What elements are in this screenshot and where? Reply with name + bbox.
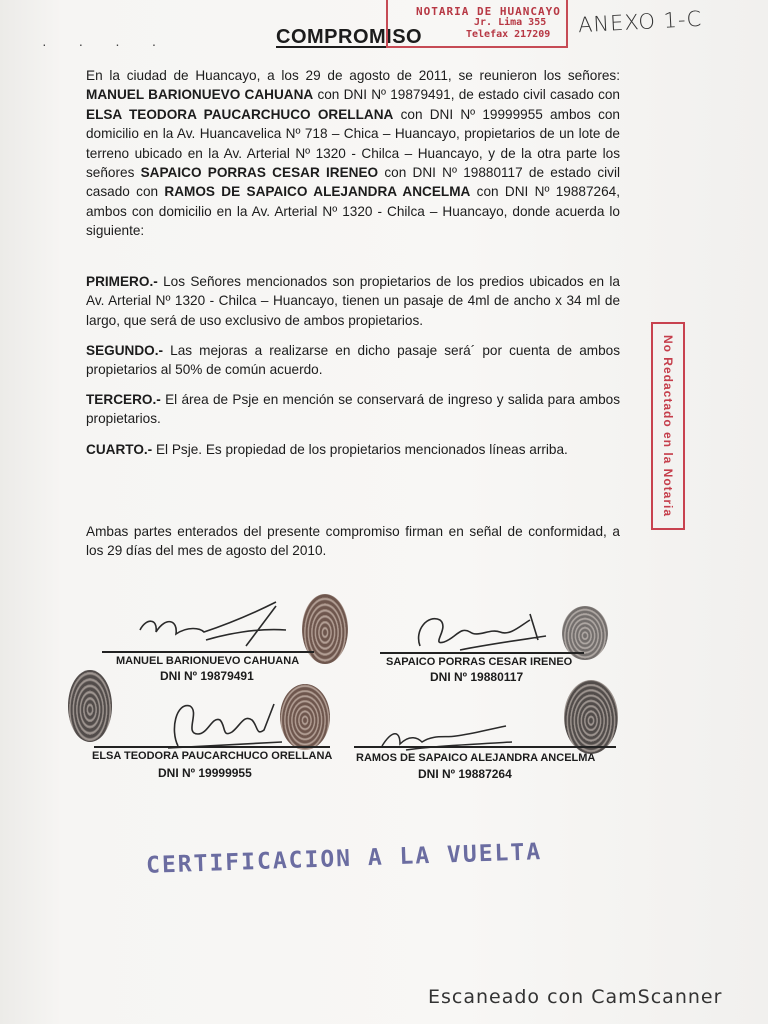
party-name-1: MANUEL BARIONUEVO CAHUANA — [86, 87, 314, 103]
signature-line-ramos — [354, 746, 616, 748]
intro-text-4: con DNI Nº 19880117 de estado civil casado con — [86, 165, 620, 200]
not-drafted-stamp — [651, 322, 685, 530]
signature-manuel — [126, 596, 296, 656]
clause-third — [86, 390, 620, 429]
clause-text: El Psje. Es propiedad de los propietarios mencionados líneas arriba. — [152, 442, 568, 457]
notary-stamp-line1: NOTARIA DE HUANCAYO — [416, 5, 561, 18]
signatory-name-sapaico: SAPAICO PORRAS CESAR IRENEO — [386, 656, 573, 668]
signature-line-manuel — [102, 651, 314, 653]
signatory-name-ramos: RAMOS DE SAPAICO ALEJANDRA ANCELMA — [356, 752, 596, 764]
fingerprint-elsa-left — [68, 670, 112, 742]
notary-stamp-line3: Telefax 217209 — [466, 29, 551, 40]
scan-specks: · · · · — [42, 36, 171, 52]
clause-text: Los Señores mencionados son propietarios de los predios ubicados en la Av. Arterial Nº 1320 - Chilca – Huancayo, tienen un pasaje de 4ml de ancho x 34 ml de largo, que será de uso exclusivo de ambos propietarios. — [86, 274, 620, 328]
closing-paragraph: Ambas partes enterados del presente compromiso firman en señal de conformidad, a los 29 días del mes de agosto del 2010. — [86, 524, 620, 559]
clause-text: Las mejoras a realizarse en dicho pasaje será´ por cuenta de ambos propietarios al 50% de común acuerdo. — [86, 343, 620, 378]
signatory-dni-manuel: DNI Nº 19879491 — [160, 669, 254, 683]
certification-stamp: CERTIFICACION A LA VUELTA — [145, 839, 543, 879]
signatory-name-manuel: MANUEL BARIONUEVO CAHUANA — [116, 655, 300, 667]
clause-text: El área de Psje en mención se conservará de ingreso y salida para ambos propietarios. — [86, 392, 620, 427]
clause-label: PRIMERO.- — [86, 274, 158, 289]
clause-label: TERCERO.- — [86, 392, 161, 407]
intro-text-2: con DNI Nº 19879491, de estado civil casado con — [313, 87, 620, 103]
annex-label: ANEXO 1-C — [577, 6, 703, 38]
signature-line-sapaico — [380, 652, 584, 654]
fingerprint-manuel — [302, 594, 348, 664]
signatory-dni-ramos: DNI Nº 19887264 — [418, 767, 512, 781]
intro-text-3: con DNI Nº 19999955 ambos con domicilio en la Av. Huancavelica Nº 718 – Chica – Huancayo, propietarios de un lote de terreno ubicado en la Av. Arterial Nº 1320 - Chilca – Huancayo, y de la otra parte los señores — [86, 106, 620, 181]
signature-line-elsa — [94, 746, 330, 748]
party-name-2: ELSA TEODORA PAUCARCHUCO ORELLANA — [86, 106, 394, 122]
clause-first — [86, 272, 620, 330]
fingerprint-ramos — [564, 680, 618, 754]
notary-stamp — [386, 0, 568, 48]
signatory-name-elsa: ELSA TEODORA PAUCARCHUCO ORELLANA — [92, 750, 333, 762]
notary-stamp-line2: Jr. Lima 355 — [474, 17, 547, 28]
signatory-dni-elsa: DNI Nº 19999955 — [158, 766, 252, 780]
party-name-4: RAMOS DE SAPAICO ALEJANDRA ANCELMA — [164, 184, 471, 200]
intro-text-1: En la ciudad de Huancayo, a los 29 de agosto de 2011, se reunieron los señores: — [86, 68, 620, 83]
document-title: COMPROMISO — [276, 26, 423, 48]
signatory-dni-sapaico: DNI Nº 19880117 — [430, 670, 524, 684]
intro-text-5: con DNI Nº 19887264, ambos con domicilio en la Av. Arterial Nº 1320 - Chilca – Huancayo, donde acuerda lo siguiente: — [86, 184, 620, 239]
clause-label: CUARTO.- — [86, 442, 153, 457]
fingerprint-elsa — [280, 684, 330, 750]
signature-ramos — [376, 720, 516, 756]
party-name-3: SAPAICO PORRAS CESAR IRENEO — [140, 165, 379, 181]
scanner-watermark: Escaneado con CamScanner — [428, 986, 723, 1008]
not-drafted-stamp-text: No Redactado en la Notaria — [661, 334, 675, 518]
clause-fourth — [86, 440, 620, 459]
clause-label: SEGUNDO.- — [86, 343, 164, 358]
clause-second — [86, 341, 620, 380]
intro-paragraph — [86, 66, 620, 241]
